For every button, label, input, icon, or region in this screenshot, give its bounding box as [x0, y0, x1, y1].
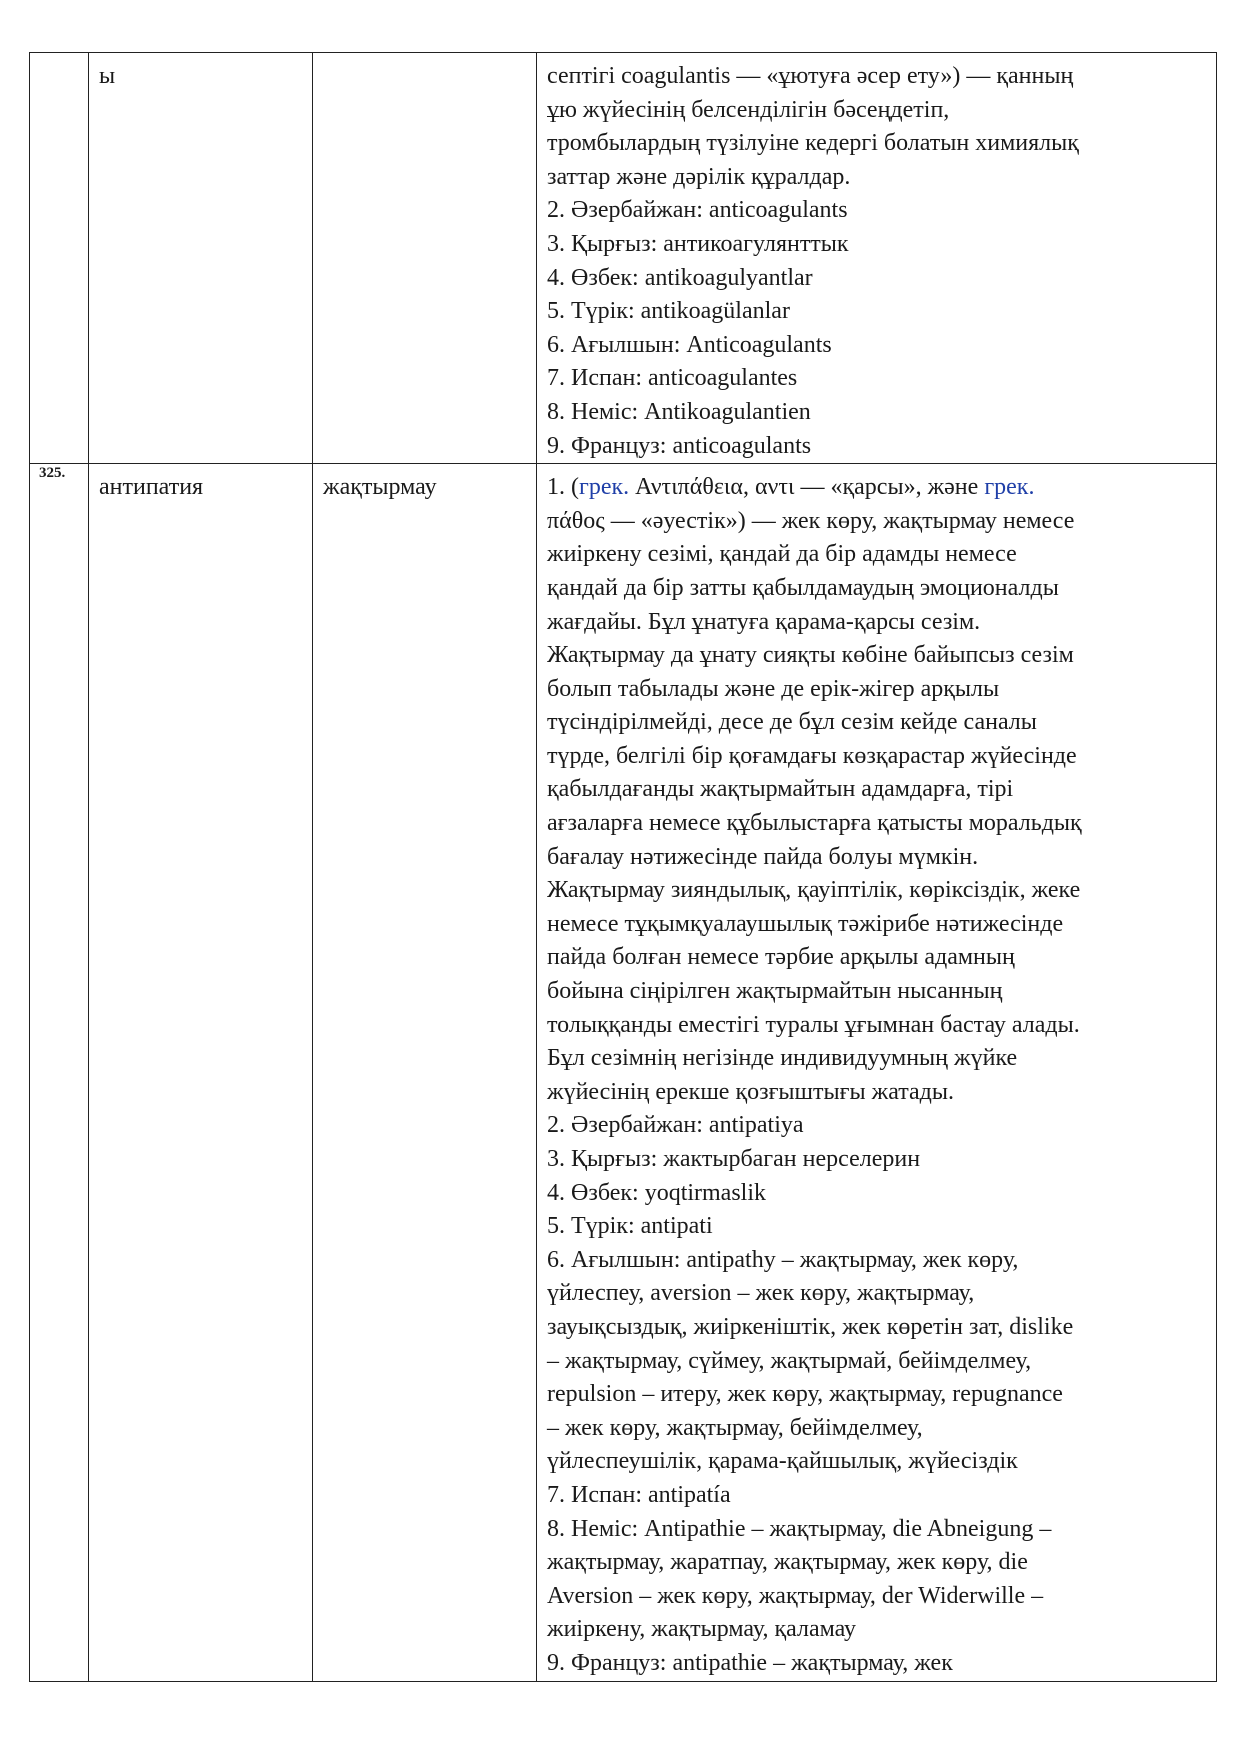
definition-line: тромбылардың түзілуіне кедергі болатын химиялық	[547, 130, 1079, 157]
definition-line: 5. Түрік: antikoagülanlar	[547, 298, 790, 325]
definition-text	[537, 464, 1216, 1680]
definition-cell	[537, 53, 1217, 464]
definition-line: 6. Ағылшын: Anticoagulants	[547, 331, 832, 358]
term-text: ы	[99, 63, 116, 89]
definition-line: болып табылады және де ерік-жігер арқылы	[547, 675, 1000, 702]
term-cell	[89, 464, 313, 1681]
definition-line: 5. Түрік: antipati	[547, 1213, 713, 1240]
definition-line: қандай да бір затты қабылдамаудың эмоционалды	[547, 574, 1059, 601]
definition-line: Бұл сезімнің негізінде индивидуумның жүйке	[547, 1045, 1018, 1072]
definition-line: 7. Испан: antipatía	[547, 1481, 731, 1508]
greek-link[interactable]: грек.	[579, 474, 630, 501]
definition-line: 8. Неміс: Antikoagulantien	[547, 398, 811, 425]
entry-number: 325.	[39, 465, 66, 482]
definition-line: қабылдағанды жақтырмайтын адамдарға, тірі	[547, 776, 1014, 803]
definition-line: толыққанды еместігі туралы ұғымнан бастау алады.	[547, 1011, 1080, 1038]
definition-line: пайда болған немесе тәрбие арқылы адамның	[547, 944, 1015, 971]
definition-line: Жақтырмау зияндылық, қауіптілік, көріксіздік, жеке	[547, 877, 1081, 904]
definition-line: септігі coagulantis — «ұютуға әсер ету») — қанның	[547, 63, 1074, 89]
definition-line: үйлеспеу, aversion – жек көру, жақтырмау,	[547, 1280, 975, 1307]
definition-line: 6. Ағылшын: antipathy – жақтырмау, жек көру,	[547, 1246, 1019, 1273]
definition-line: 4. Өзбек: antikoagulyantlar	[547, 264, 813, 291]
definition-line: 9. Француз: antipathie – жақтырмау, жек	[547, 1649, 953, 1676]
translation-cell	[313, 53, 537, 464]
definition-line: repulsion – итеру, жек көру, жақтырмау, repugnance	[547, 1381, 1063, 1408]
definition-line: 4. Өзбек: yoqtirmaslik	[547, 1179, 767, 1206]
definition-line: жиіркену, жақтырмау, қаламау	[547, 1616, 857, 1643]
table-row	[30, 53, 1217, 464]
definition-line: – жек көру, жақтырмау, бейімделмеу,	[547, 1414, 923, 1441]
definition-line: бойына сіңірілген жақтырмайтын нысанның	[547, 978, 1003, 1005]
term-cell	[89, 53, 313, 464]
definition-line: Жақтырмау да ұнату сияқты көбіне байыпсыз сезім	[547, 642, 1074, 669]
definition-line: 8. Неміс: Antipathie – жақтырмау, die Abneigung –	[547, 1515, 1052, 1542]
definition-line: үйлеспеушілік, қарама-қайшылық, жүйесіздік	[547, 1448, 1018, 1475]
definition-line: жиіркену сезімі, қандай да бір адамды немесе	[547, 541, 1017, 568]
definition-cell	[537, 464, 1217, 1681]
definition-line: ағзаларға немесе құбылыстарға қатысты моральдық	[547, 810, 1082, 837]
definition-first-line	[547, 471, 1210, 505]
definition-line: немесе тұқымқуалаушылық тәжірибе нәтижесінде	[547, 910, 1064, 937]
definition-line: 2. Әзербайжан: antipatiya	[547, 1112, 804, 1139]
entry-number-cell	[30, 53, 89, 464]
dictionary-table	[29, 52, 1217, 1682]
definition-line: 9. Француз: anticoagulants	[547, 432, 812, 459]
translation-cell	[313, 464, 537, 1681]
definition-line: – жақтырмау, сүймеу, жақтырмай, бейімделмеу,	[547, 1347, 1032, 1374]
definition-line: жақтырмау, жаратпау, жақтырмау, жек көру, die	[547, 1549, 1028, 1576]
term-text: антипатия	[99, 474, 204, 501]
definition-line: ұю жүйесінің белсенділігін бәсеңдетіп,	[547, 96, 950, 123]
definition-line: 3. Қырғыз: антикоагулянттык	[547, 230, 849, 257]
definition-line: 7. Испан: anticoagulantes	[547, 365, 798, 392]
entry-number	[30, 53, 88, 55]
entry-number-cell	[30, 464, 89, 1681]
definition-line: зауықсыздық, жиіркеніштік, жек көретін зат, dislike	[547, 1313, 1074, 1340]
definition-text	[537, 53, 1216, 463]
definition-prefix: 1. (	[547, 474, 579, 501]
translation-text	[313, 53, 536, 60]
greek-link[interactable]: грек.	[984, 474, 1035, 501]
definition-line: 3. Қырғыз: жактырбаган нерселерин	[547, 1146, 921, 1172]
definition-line: түсіндірілмейді, десе де бұл сезім кейде саналы	[547, 709, 1037, 736]
definition-line: бағалау нәтижесінде пайда болуы мүмкін.	[547, 843, 979, 870]
definition-line: 2. Әзербайжан: anticoagulants	[547, 197, 848, 224]
definition-line: πάθος — «әуестік») — жек көру, жақтырмау немесе	[547, 507, 1075, 534]
definition-line: жүйесінің ерекше қозғыштығы жатады.	[547, 1078, 955, 1105]
definition-line: жағдайы. Бұл ұнатуға қарама-қарсы сезім.	[547, 608, 981, 635]
translation-text: жақтырмау	[323, 474, 437, 501]
definition-greek-text: Αντιπάθεια, αντι — «қарсы», және	[629, 474, 985, 501]
definition-lines	[547, 505, 1210, 1681]
definition-line: Aversion – жек көру, жақтырмау, der Widerwille –	[547, 1582, 1044, 1609]
definition-line: заттар және дәрілік құралдар.	[547, 163, 851, 190]
table-row	[30, 464, 1217, 1681]
definition-line: түрде, белгілі бір қоғамдағы көзқарастар жүйесінде	[547, 742, 1077, 769]
